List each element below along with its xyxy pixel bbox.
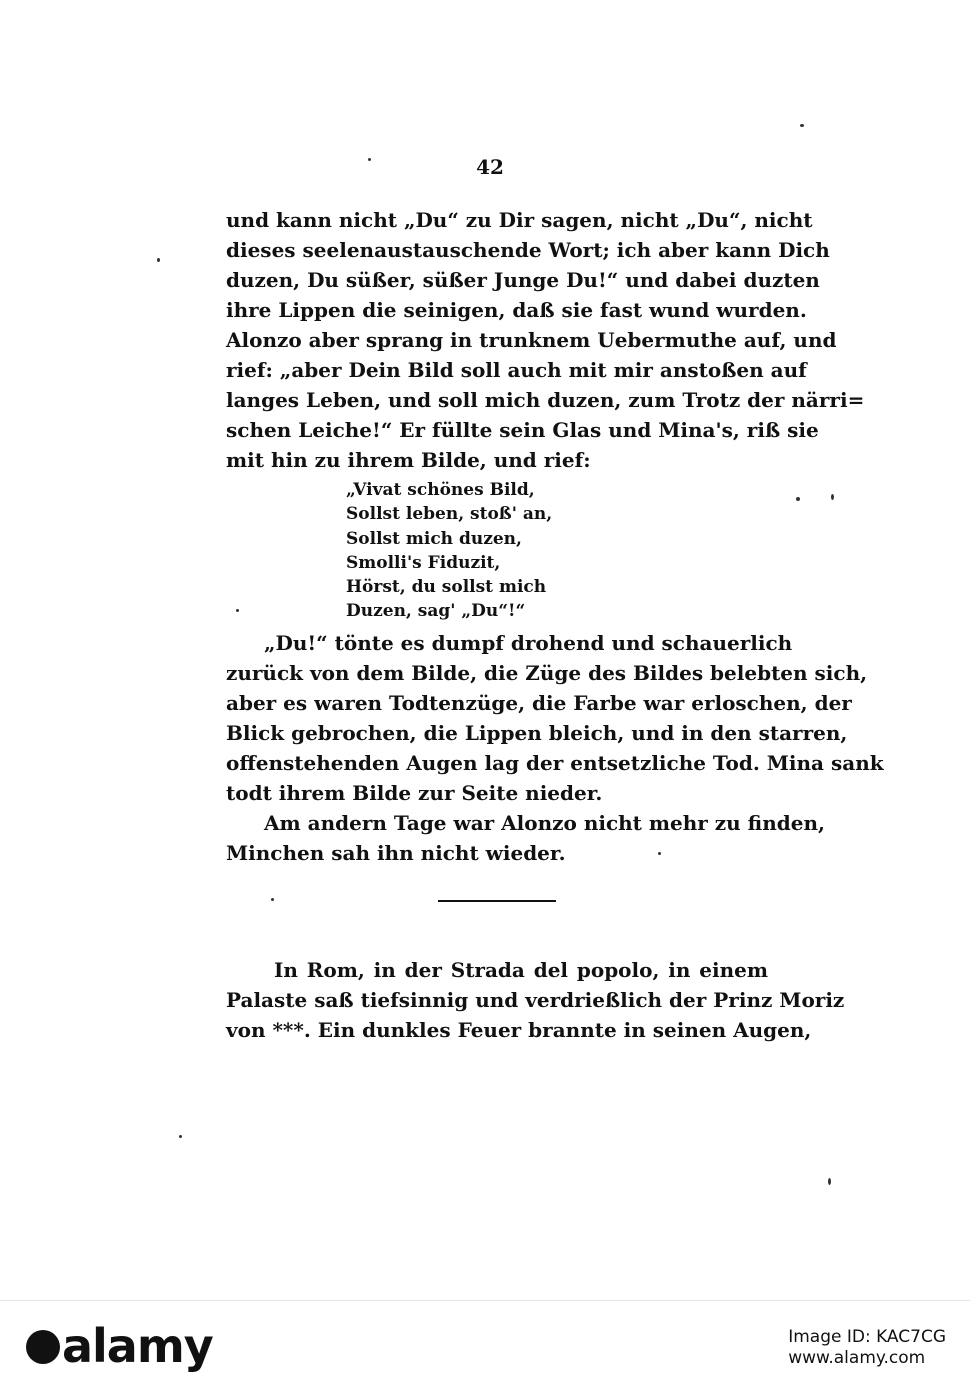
- verse-line: Smolli's Fiduzit,: [346, 553, 501, 573]
- site-url[interactable]: www.alamy.com: [788, 1348, 926, 1368]
- verse-line: Sollst leben, stoß' an,: [346, 504, 553, 524]
- body-line: duzen, Du süßer, süßer Junge Du!“ und dabei duzten: [226, 268, 820, 292]
- scan-speck: [236, 609, 239, 612]
- body-line: Minchen sah ihn nicht wieder.: [226, 841, 566, 865]
- body-line: aber es waren Todtenzüge, die Farbe war erloschen, der: [226, 691, 852, 715]
- body-line: zurück von dem Bilde, die Züge des Bildes belebten sich,: [226, 661, 868, 685]
- body-line: schen Leiche!“ Er füllte sein Glas und Mina's, riß sie: [226, 418, 819, 442]
- body-line: dieses seelenaustauschende Wort; ich aber kann Dich: [226, 238, 830, 262]
- body-line: offenstehenden Augen lag der entsetzliche Tod. Mina sank: [226, 751, 884, 775]
- scan-speck: [800, 124, 804, 127]
- body-line: von ***. Ein dunkles Feuer brannte in seinen Augen,: [226, 1018, 812, 1042]
- image-id: Image ID: KAC7CG: [788, 1327, 946, 1347]
- scan-speck: [368, 158, 371, 161]
- page-number: 42: [476, 155, 504, 179]
- body-line: mit hin zu ihrem Bilde, und rief:: [226, 448, 591, 472]
- logo-text: alamy: [62, 1319, 213, 1373]
- logo-mark-icon: [26, 1330, 60, 1364]
- verse-line: „Vivat schönes Bild,: [346, 480, 535, 500]
- scan-speck: [157, 258, 160, 262]
- verse-line: Duzen, sag' „Du“!“: [346, 601, 526, 621]
- section-divider: [438, 900, 556, 902]
- body-line: Am andern Tage war Alonzo nicht mehr zu finden,: [264, 811, 825, 835]
- body-line: In Rom, in der Strada del popolo, in einem: [274, 958, 768, 982]
- body-line: todt ihrem Bilde zur Seite nieder.: [226, 781, 603, 805]
- scan-speck: [179, 1135, 182, 1138]
- banner-info: [788, 1327, 946, 1369]
- verse-line: Sollst mich duzen,: [346, 529, 522, 549]
- body-line: und kann nicht „Du“ zu Dir sagen, nicht „Du“, nicht: [226, 208, 813, 232]
- body-line: rief: „aber Dein Bild soll auch mit mir anstoßen auf: [226, 358, 807, 382]
- body-line: ihre Lippen die seinigen, daß sie fast wund wurden.: [226, 298, 807, 322]
- body-line: Palaste saß tiefsinnig und verdrießlich der Prinz Moriz: [226, 988, 845, 1012]
- body-line: langes Leben, und soll mich duzen, zum Trotz der närri=: [226, 388, 865, 412]
- body-line: „Du!“ tönte es dumpf drohend und schauerlich: [264, 631, 793, 655]
- scan-speck: [828, 1178, 831, 1185]
- verse-line: Hörst, du sollst mich: [346, 577, 547, 597]
- stock-watermark-banner: [0, 1300, 970, 1391]
- body-line: Blick gebrochen, die Lippen bleich, und in den starren,: [226, 721, 848, 745]
- body-line: Alonzo aber sprang in trunknem Uebermuthe auf, und: [226, 328, 837, 352]
- scan-speck: [658, 852, 661, 855]
- scan-speck: [831, 494, 834, 500]
- scan-speck: [271, 898, 274, 901]
- alamy-logo: [26, 1319, 213, 1373]
- scan-speck: [796, 497, 800, 501]
